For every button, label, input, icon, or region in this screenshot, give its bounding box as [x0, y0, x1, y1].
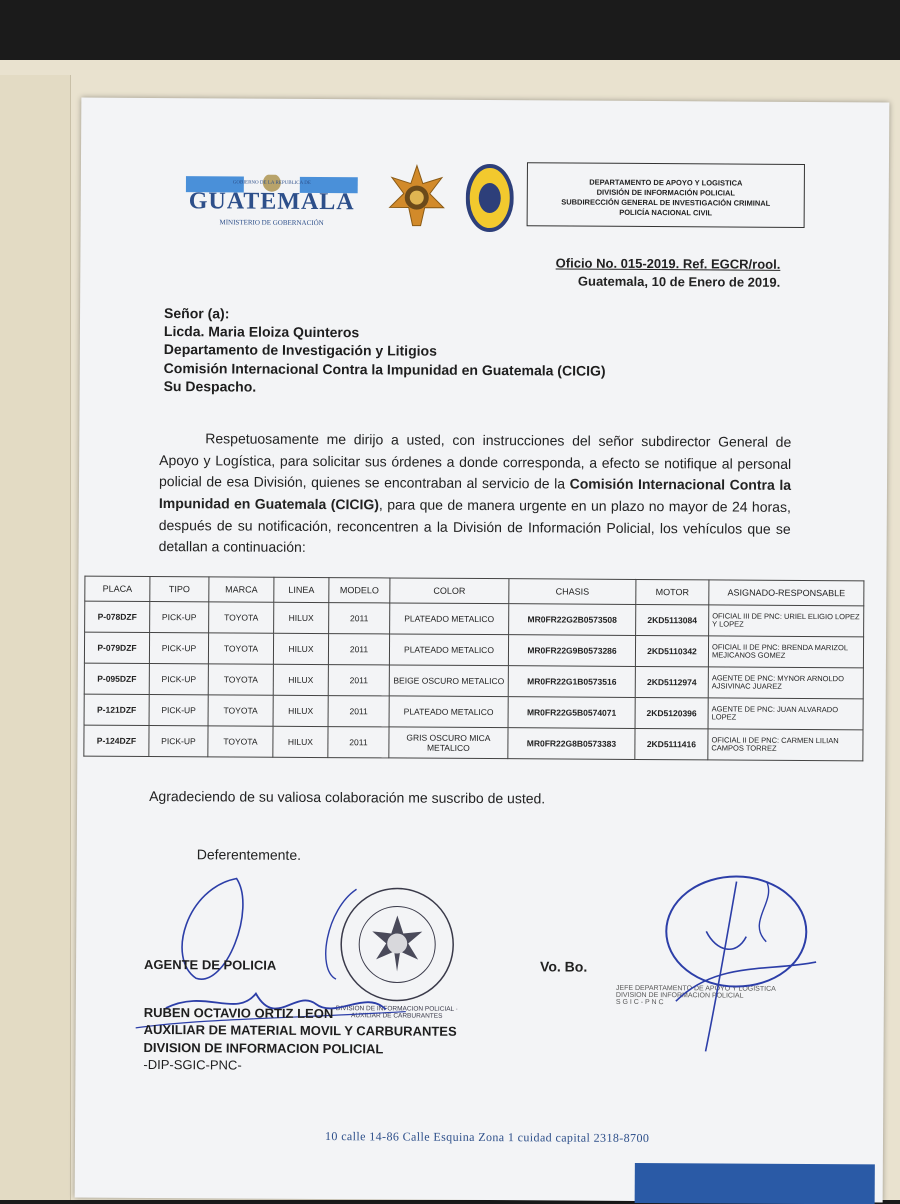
cell-color: BEIGE OSCURO METALICO: [389, 665, 508, 697]
col-marca: MARCA: [209, 577, 274, 602]
cell-modelo: 2011: [328, 727, 389, 758]
department-box: [527, 162, 805, 228]
cell-color: PLATEADO METALICO: [389, 634, 508, 666]
cell-marca: TOYOTA: [208, 726, 273, 757]
dept-line-4: POLICÍA NACIONAL CIVIL: [619, 208, 713, 218]
cell-placa: P-124DZF: [84, 725, 149, 756]
stamp-caption: DIVISION DE INFORMACION POLICIAL · AUXILIAR DE CARBURANTES: [335, 1005, 458, 1020]
cell-color: GRIS OSCURO MICA METALICO: [389, 727, 508, 759]
dept-line-2: DIVISIÓN DE INFORMACIÓN POLICIAL: [596, 187, 735, 198]
cell-marca: TOYOTA: [208, 695, 273, 726]
ministry-text: MINISTERIO DE GOBERNACIÓN: [219, 218, 324, 228]
signer-name: RUBEN OCTAVIO ORTIZ LEON: [143, 1004, 334, 1021]
col-color: COLOR: [390, 578, 509, 604]
body-bold-institution: Comisión Internacional Contra la Impunidad en Guatemala (CICIG): [158, 475, 792, 513]
cell-tipo: PICK-UP: [149, 632, 208, 663]
cell-modelo: 2011: [328, 665, 389, 696]
dept-line-1: DEPARTAMENTO DE APOYO Y LOGISTICA: [589, 177, 743, 188]
cell-linea: HILUX: [273, 726, 328, 757]
cell-placa: P-079DZF: [84, 632, 149, 663]
addressee-name: Licda. Maria Eloiza Quinteros: [163, 323, 360, 341]
cell-asignado: OFICIAL II DE PNC: BRENDA MARIZOL MEJICANOS GOMEZ: [708, 636, 863, 668]
letter-body: [159, 428, 792, 562]
cell-asignado: AGENTE DE PNC: JUAN ALVARADO LOPEZ: [708, 698, 863, 730]
signer-code: -DIP-SGIC-PNC-: [143, 1057, 242, 1073]
cell-tipo: PICK-UP: [150, 601, 209, 632]
approval-stamp-line-2: DIVISION DE INFORMACION POLICIAL: [615, 991, 744, 1000]
police-star-badge-icon: [388, 163, 446, 227]
col-modelo: MODELO: [329, 578, 390, 603]
guatemala-logo: [186, 164, 362, 231]
addressee-department: Departamento de Investigación y Litigios: [163, 341, 437, 360]
addressee-office: Su Despacho.: [163, 377, 257, 395]
gov-small-text: GOBIERNO DE LA REPUBLICA DE: [232, 180, 311, 186]
signer-title: AUXILIAR DE MATERIAL MOVIL Y CARBURANTES: [143, 1022, 457, 1039]
cell-chasis: MR0FR22G8B0573383: [508, 728, 635, 760]
body-part-1: Respetuosamente me dirijo a usted, con instrucciones del señor subdirector General de Apoyo y Logística, para solicitar sus órdenes a donde corresponda, a efecto se notifique al personal policial de esa División, quienes se encontraban al servicio de la: [158, 430, 792, 492]
addressee-block: [164, 304, 606, 398]
folder-edge: [0, 75, 71, 1200]
table-row: [84, 725, 863, 761]
addressee-institution: Comisión Internacional Contra la Impunidad en Guatemala (CICIG): [163, 359, 606, 379]
division-oval-emblem-icon: [466, 164, 514, 232]
signature-right: [615, 861, 836, 1062]
cell-linea: HILUX: [273, 664, 328, 695]
place-date: Guatemala, 10 de Enero de 2019.: [577, 273, 781, 290]
signer-block: [143, 956, 457, 1076]
cell-asignado: OFICIAL II DE PNC: CARMEN LILIAN CAMPOS TORREZ: [708, 729, 863, 761]
approval-stamp-line-1: JEFE DEPARTAMENTO DE APOYO Y LOGISTICA: [615, 984, 776, 993]
table-row: [84, 663, 863, 699]
reference-block: [430, 254, 780, 291]
cell-modelo: 2011: [328, 696, 389, 727]
oficio-number: Oficio No. 015-2019. Ref. EGCR/rool.: [555, 255, 781, 272]
cell-motor: 2KD5112974: [635, 666, 708, 697]
signer-rank: AGENTE DE POLICIA: [144, 956, 277, 973]
table-row: [84, 632, 863, 668]
cell-motor: 2KD5113084: [636, 604, 709, 635]
cell-modelo: 2011: [329, 603, 390, 634]
cell-tipo: PICK-UP: [149, 725, 208, 756]
cell-asignado: OFICIAL III DE PNC: URIEL ELIGIO LOPEZ Y LOPEZ: [709, 605, 864, 637]
cell-motor: 2KD5111416: [635, 728, 708, 759]
cell-linea: HILUX: [273, 695, 328, 726]
document-sheet: [75, 98, 890, 1203]
approval-stamp-line-3: S G I C - P N C: [615, 998, 664, 1007]
cell-chasis: MR0FR22G5B0574071: [508, 697, 635, 729]
cell-marca: TOYOTA: [208, 664, 273, 695]
footer-address: 10 calle 14-86 Calle Esquina Zona 1 cuidad capital 2318-8700: [324, 1129, 650, 1146]
blue-folder-tab: [635, 1163, 875, 1204]
cell-linea: HILUX: [274, 602, 329, 633]
cell-linea: HILUX: [273, 633, 328, 664]
gov-name: GUATEMALA: [188, 188, 355, 216]
cell-placa: P-078DZF: [85, 601, 150, 632]
cell-asignado: AGENTE DE PNC: MYNOR ARNOLDO AJSIVINAC JUAREZ: [708, 667, 863, 699]
addressee-salutation: Señor (a):: [164, 305, 230, 322]
cell-chasis: MR0FR22G9B0573286: [508, 635, 635, 667]
cell-chasis: MR0FR22G1B0573516: [508, 666, 635, 698]
cell-chasis: MR0FR22G2B0573508: [509, 604, 636, 636]
signer-division: DIVISION DE INFORMACION POLICIAL: [143, 1039, 384, 1057]
dept-line-3: SUBDIRECCIÓN GENERAL DE INVESTIGACIÓN CRIMINAL: [561, 197, 771, 209]
col-placa: PLACA: [85, 576, 150, 601]
cell-modelo: 2011: [328, 634, 389, 665]
vehicle-table: [83, 576, 864, 762]
col-tipo: TIPO: [150, 576, 209, 601]
cell-color: PLATEADO METALICO: [390, 603, 509, 635]
cell-placa: P-121DZF: [84, 694, 149, 725]
regards-line: Deferentemente.: [196, 846, 302, 863]
cell-marca: TOYOTA: [209, 602, 274, 633]
col-motor: MOTOR: [636, 579, 709, 604]
cell-tipo: PICK-UP: [149, 663, 208, 694]
closing-line: Agradeciendo de su valiosa colaboración me suscribo de usted.: [149, 787, 546, 807]
col-chasis: CHASIS: [509, 579, 636, 605]
cell-placa: P-095DZF: [84, 663, 149, 694]
col-linea: LINEA: [274, 577, 329, 602]
cell-color: PLATEADO METALICO: [389, 696, 508, 728]
table-row: [84, 694, 863, 730]
cell-marca: TOYOTA: [208, 633, 273, 664]
body-part-2: , para que de manera urgente en un plazo no mayor de 24 horas, después de su notificación, reconcentren a la División de Información Policial, los vehículos que se detallan a continuación:: [158, 496, 791, 556]
col-asignado: ASIGNADO-RESPONSABLE: [709, 580, 864, 606]
cell-tipo: PICK-UP: [149, 694, 208, 725]
vobo-label: Vo. Bo.: [540, 958, 588, 975]
table-row: [85, 601, 864, 637]
cell-motor: 2KD5110342: [635, 635, 708, 666]
cell-motor: 2KD5120396: [635, 697, 708, 728]
